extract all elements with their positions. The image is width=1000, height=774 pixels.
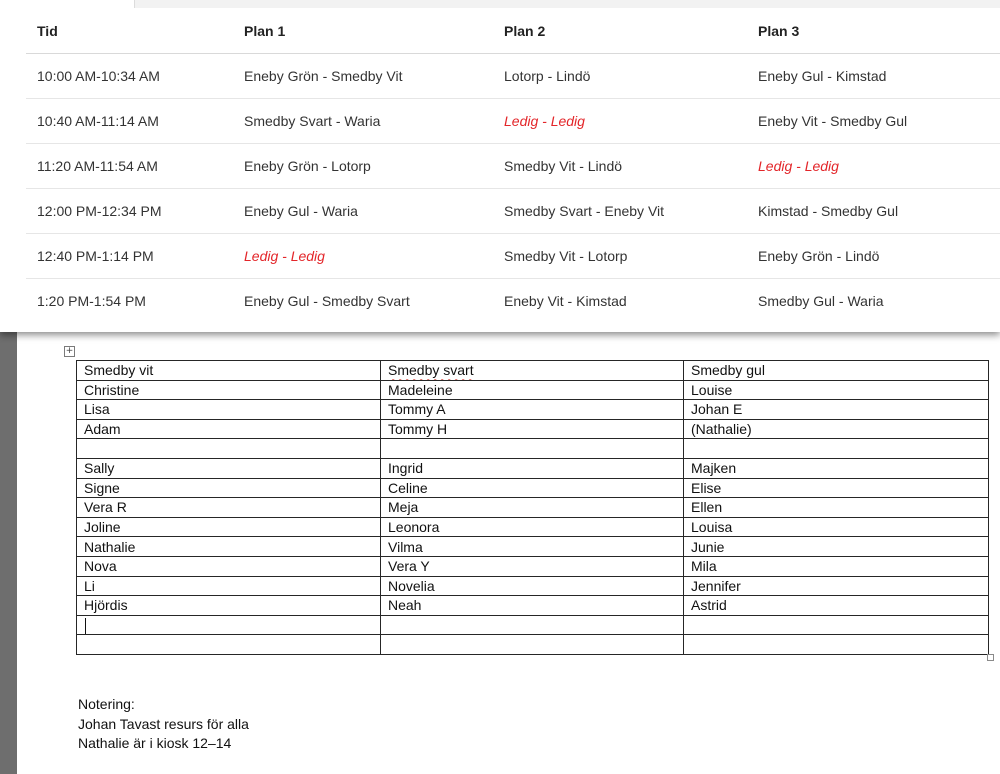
roster-header-cell[interactable]: Smedby gul — [684, 361, 989, 381]
roster-cell[interactable]: Nova — [77, 556, 381, 576]
move-handle-icon[interactable]: + — [65, 346, 74, 356]
roster-cell[interactable]: Louise — [684, 380, 989, 400]
roster-cell[interactable] — [77, 615, 381, 635]
roster-cell[interactable]: Madeleine — [381, 380, 684, 400]
roster-cell[interactable]: Elise — [684, 478, 989, 498]
roster-header-cell[interactable] — [381, 361, 684, 381]
roster-row — [77, 596, 989, 616]
text-cursor — [85, 618, 86, 634]
roster-header-cell[interactable]: Smedby vit — [77, 361, 381, 381]
schedule-row[interactable] — [26, 279, 1000, 324]
roster-cell[interactable]: Nathalie — [77, 537, 381, 557]
roster-cell[interactable]: Majken — [684, 458, 989, 478]
roster-table — [76, 360, 989, 655]
plan3-cell: Smedby Gul - Waria — [758, 293, 884, 309]
roster-cell[interactable]: Christine — [77, 380, 381, 400]
plan3-cell: Eneby Gul - Kimstad — [747, 54, 1000, 99]
time-cell: 11:20 AM-11:54 AM — [26, 144, 233, 189]
panel-tab[interactable] — [0, 0, 135, 8]
roster-cell[interactable]: Adam — [77, 419, 381, 439]
roster-cell[interactable]: Junie — [684, 537, 989, 557]
plan1-cell: Ledig - Ledig — [233, 234, 493, 279]
notes-line: Nathalie är i kiosk 12–14 — [78, 735, 232, 751]
notes-line: Johan Tavast resurs för alla — [78, 715, 249, 732]
time-cell: 12:00 PM-12:34 PM — [26, 189, 233, 234]
plan1-cell: Eneby Gul - Smedby Svart — [244, 293, 410, 309]
notes-section — [78, 695, 249, 754]
schedule-row[interactable] — [26, 54, 1000, 99]
roster-cell[interactable]: Ellen — [684, 498, 989, 518]
roster-cell[interactable]: Hjördis — [77, 596, 381, 616]
time-cell: 12:40 PM-1:14 PM — [26, 234, 233, 279]
roster-row — [77, 478, 989, 498]
plan2-cell: Smedby Vit - Lindö — [493, 144, 747, 189]
roster-row — [77, 419, 989, 439]
roster-row — [77, 458, 989, 478]
roster-row — [77, 615, 989, 635]
roster-cell[interactable]: Ingrid — [381, 458, 684, 478]
roster-row — [77, 439, 989, 459]
roster-cell[interactable]: Vera Y — [381, 556, 684, 576]
schedule-table — [26, 9, 1000, 323]
roster-cell[interactable] — [381, 615, 684, 635]
roster-cell[interactable]: Vilma — [381, 537, 684, 557]
plan3-cell: Ledig - Ledig — [747, 144, 1000, 189]
roster-cell[interactable]: Li — [77, 576, 381, 596]
roster-cell[interactable]: Vera R — [77, 498, 381, 518]
roster-row — [77, 380, 989, 400]
roster-row — [77, 400, 989, 420]
column-header-plan2[interactable]: Plan 2 — [493, 9, 747, 54]
plan1-cell: Eneby Grön - Smedby Vit — [233, 54, 493, 99]
roster-cell[interactable]: Signe — [77, 478, 381, 498]
roster-cell[interactable]: Astrid — [684, 596, 989, 616]
plan1-cell: Eneby Grön - Lotorp — [233, 144, 493, 189]
time-cell: 10:00 AM-10:34 AM — [26, 54, 233, 99]
roster-row — [77, 576, 989, 596]
roster-cell[interactable]: Neah — [381, 596, 684, 616]
roster-cell[interactable]: Jennifer — [684, 576, 989, 596]
roster-cell[interactable]: Novelia — [381, 576, 684, 596]
notes-heading: Notering: — [78, 696, 135, 712]
roster-cell[interactable] — [77, 439, 381, 459]
plan3-cell: Kimstad - Smedby Gul — [747, 189, 1000, 234]
roster-cell[interactable]: Johan E — [684, 400, 989, 420]
plan2-cell: Smedby Vit - Lotorp — [493, 234, 747, 279]
plan1-cell: Eneby Gul - Waria — [233, 189, 493, 234]
roster-cell[interactable]: (Nathalie) — [684, 419, 989, 439]
roster-cell[interactable]: Mila — [684, 556, 989, 576]
resize-handle-icon[interactable] — [987, 654, 994, 661]
plan1-cell: Smedby Svart - Waria — [233, 99, 493, 144]
roster-cell[interactable]: Joline — [77, 517, 381, 537]
roster-header-text: Smedby svart — [388, 362, 474, 379]
roster-row — [77, 537, 989, 557]
schedule-panel — [0, 0, 1000, 332]
plan3-cell: Eneby Vit - Smedby Gul — [747, 99, 1000, 144]
time-cell: 1:20 PM-1:54 PM — [37, 293, 146, 309]
roster-cell[interactable]: Louisa — [684, 517, 989, 537]
plan2-cell: Smedby Svart - Eneby Vit — [493, 189, 747, 234]
column-header-plan3[interactable]: Plan 3 — [747, 9, 1000, 54]
roster-row — [77, 635, 989, 655]
roster-cell[interactable]: Celine — [381, 478, 684, 498]
roster-header-row — [77, 361, 989, 381]
plan2-cell: Ledig - Ledig — [493, 99, 747, 144]
plan2-cell: Lotorp - Lindö — [493, 54, 747, 99]
schedule-row[interactable] — [26, 144, 1000, 189]
roster-cell[interactable]: Leonora — [381, 517, 684, 537]
roster-cell[interactable]: Lisa — [77, 400, 381, 420]
roster-cell[interactable]: Sally — [77, 458, 381, 478]
column-header-plan1[interactable]: Plan 1 — [233, 9, 493, 54]
plan2-cell: Eneby Vit - Kimstad — [504, 293, 627, 309]
roster-cell[interactable]: Tommy H — [381, 419, 684, 439]
roster-row — [77, 556, 989, 576]
roster-cell[interactable] — [77, 635, 381, 655]
roster-cell[interactable]: Tommy A — [381, 400, 684, 420]
roster-row — [77, 498, 989, 518]
roster-row — [77, 517, 989, 537]
time-cell: 10:40 AM-11:14 AM — [26, 99, 233, 144]
plan3-cell: Eneby Grön - Lindö — [747, 234, 1000, 279]
roster-cell[interactable] — [381, 439, 684, 459]
schedule-row[interactable] — [26, 99, 1000, 144]
roster-cell[interactable] — [684, 439, 989, 459]
roster-cell[interactable] — [684, 635, 989, 655]
panel-top-strip — [0, 0, 1000, 8]
roster-cell[interactable]: Meja — [381, 498, 684, 518]
roster-cell[interactable] — [684, 615, 989, 635]
schedule-row[interactable] — [26, 234, 1000, 279]
schedule-header-row — [26, 9, 1000, 54]
roster-cell[interactable] — [381, 635, 684, 655]
schedule-row[interactable] — [26, 189, 1000, 234]
column-header-time[interactable]: Tid — [26, 9, 233, 54]
